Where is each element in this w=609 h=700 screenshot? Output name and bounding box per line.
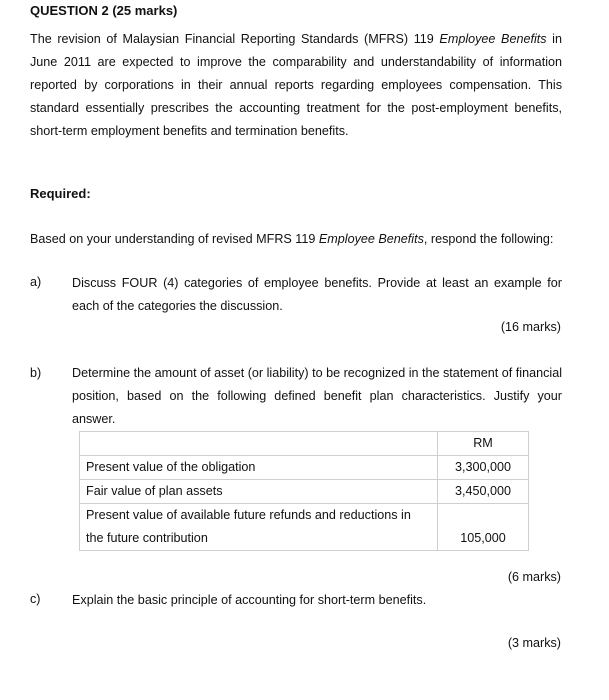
table-item: Present value of the obligation	[80, 456, 438, 480]
table-item: Present value of available future refunds and reductions in the future contribution	[80, 504, 438, 551]
table-row	[80, 504, 529, 551]
intro-text-start: The revision of Malaysian Financial Reporting Standards (MFRS) 119	[30, 32, 440, 46]
table-header-row	[80, 432, 529, 456]
benefit-plan-table	[79, 431, 529, 551]
table-row	[80, 480, 529, 504]
currency-header: RM	[438, 432, 529, 456]
table-row	[80, 456, 529, 480]
table-item: Fair value of plan assets	[80, 480, 438, 504]
table-header-blank	[80, 432, 438, 456]
part-c-text: Explain the basic principle of accounting for short-term benefits.	[72, 593, 427, 607]
part-b-marks: (6 marks)	[507, 570, 561, 584]
intro-text-end: in June 2011 are expected to improve the comparability and understandability of information reported by corporations in their annual reports regarding employees compensation. This standard essentially prescribes the accounting treatment for the post-employment benefits, short-term employment benefits and termination benefits.	[30, 32, 562, 138]
part-b-label: b)	[30, 366, 42, 380]
table-amount: 3,300,000	[438, 456, 529, 480]
part-c-label: c)	[30, 592, 41, 606]
lead-text-start: Based on your understanding of revised MFRS 119	[30, 232, 319, 246]
required-heading: Required:	[30, 186, 91, 201]
part-a-marks: (16 marks)	[500, 320, 561, 334]
part-a-label: a)	[30, 275, 42, 289]
required-lead	[30, 232, 553, 246]
table-amount: 105,000	[438, 504, 529, 551]
lead-text-end: , respond the following:	[423, 232, 554, 246]
lead-standard-name: Employee Benefits	[318, 232, 424, 246]
question-title: QUESTION 2 (25 marks)	[30, 3, 178, 18]
standard-name: Employee Benefits	[439, 32, 547, 46]
question-intro	[30, 28, 562, 143]
table-amount: 3,450,000	[438, 480, 529, 504]
part-a-text: Discuss FOUR (4) categories of employee benefits. Provide at least an example for each of the categories the discussion.	[72, 276, 562, 313]
part-b-text: Determine the amount of asset (or liability) to be recognized in the statement of financial position, based on the following defined benefit plan characteristics. Justify your answer.	[72, 366, 563, 426]
part-c-marks: (3 marks)	[507, 636, 561, 650]
